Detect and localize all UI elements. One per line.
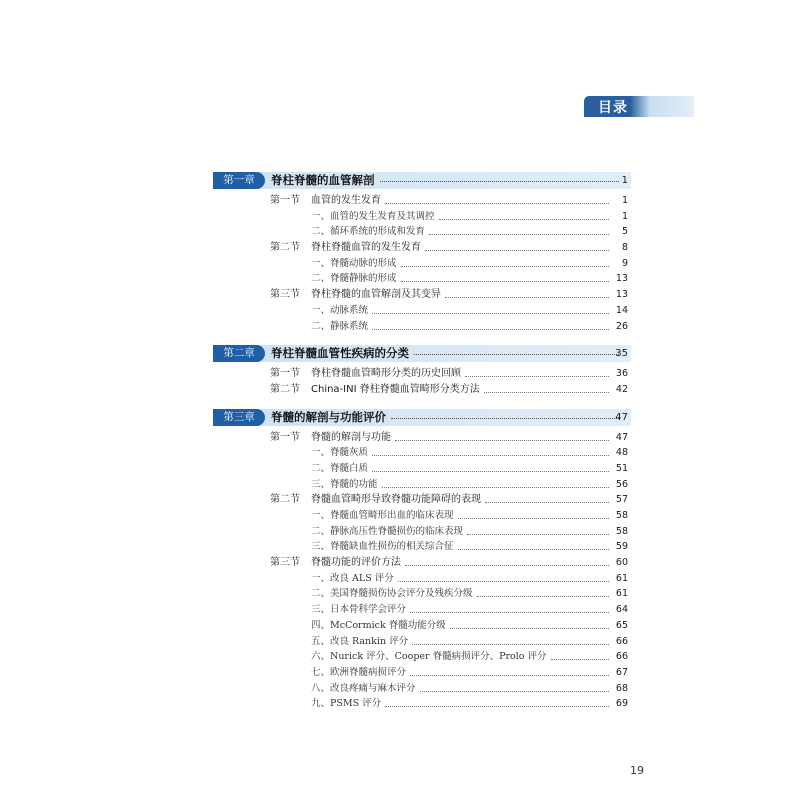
chapter-badge: 第一章 <box>213 172 265 189</box>
leader-dots <box>410 675 609 676</box>
subsection-entry[interactable] <box>213 665 631 681</box>
entry-title: 一、脊髓灰质 <box>311 445 371 461</box>
chapter-title: 脊柱脊髓的血管解剖 <box>271 173 375 187</box>
entry-page: 66 <box>615 651 628 663</box>
leader-dots <box>398 581 609 582</box>
subsection-entry[interactable] <box>213 508 631 524</box>
chapter-heading[interactable] <box>213 345 631 362</box>
leader-dots <box>484 392 609 393</box>
entry-page: 5 <box>621 226 628 238</box>
entry-page: 13 <box>615 289 628 301</box>
entry-page: 58 <box>615 510 628 521</box>
subsection-entry[interactable] <box>213 681 631 697</box>
section-entry[interactable] <box>213 555 631 571</box>
subsection-entry[interactable] <box>213 224 631 240</box>
entry-title: 脊柱脊髓的血管解剖及其变异 <box>311 287 444 303</box>
leader-dots <box>372 329 609 330</box>
leader-dots <box>445 297 609 298</box>
entry-title: 八、改良疼痛与麻木评分 <box>311 681 419 697</box>
chapter-heading[interactable] <box>213 409 631 426</box>
entry-page: 59 <box>615 541 628 553</box>
subsection-entry[interactable] <box>213 477 631 493</box>
subsection-entry[interactable] <box>213 539 631 555</box>
toc-header-tab <box>584 96 694 117</box>
leader-dots <box>401 266 609 267</box>
subsection-entry[interactable] <box>213 303 631 319</box>
entry-page: 61 <box>615 588 628 600</box>
leader-dots <box>372 471 609 472</box>
leader-dots <box>429 234 609 235</box>
entry-title: 二、静脉系统 <box>311 319 371 335</box>
subsection-entry[interactable] <box>213 602 631 618</box>
entry-page: 56 <box>615 478 628 490</box>
subsection-entry[interactable] <box>213 649 631 665</box>
section-entry[interactable] <box>213 240 631 256</box>
entry-page: 61 <box>615 572 628 584</box>
entry-title: 一、脊髓动脉的形成 <box>311 256 400 272</box>
entry-title: 六、Nurick 评分、Cooper 脊髓病损评分、Prolo 评分 <box>311 649 550 665</box>
leader-dots <box>467 534 609 535</box>
table-of-contents <box>213 172 631 712</box>
entry-title: 脊髓血管畸形导致脊髓功能障碍的表现 <box>311 492 484 508</box>
subsection-entry[interactable] <box>213 586 631 602</box>
entry-title: 五、改良 Rankin 评分 <box>311 634 411 650</box>
entry-title: 四、McCormick 脊髓功能分级 <box>311 618 449 634</box>
subsection-entry[interactable] <box>213 461 631 477</box>
leader-dots <box>458 518 609 519</box>
entry-page: 14 <box>615 304 628 316</box>
chapter-page: 47 <box>615 411 628 423</box>
subsection-entry[interactable] <box>213 618 631 634</box>
entry-page: 47 <box>615 431 628 443</box>
entry-title: 九、PSMS 评分 <box>311 696 384 712</box>
subsection-entry[interactable] <box>213 319 631 335</box>
entry-title: 血管的发生发育 <box>311 193 384 209</box>
leader-dots <box>458 549 609 550</box>
entry-page: 9 <box>621 257 628 269</box>
entry-title: 三、日本骨科学会评分 <box>311 602 409 618</box>
entry-page: 57 <box>615 494 628 506</box>
entry-title: 三、脊髓的功能 <box>311 477 381 493</box>
entry-title: 脊柱脊髓血管的发生发育 <box>311 240 424 256</box>
section-number: 第一节 <box>270 195 300 206</box>
leader-dots <box>410 612 609 613</box>
leader-dots <box>372 455 609 456</box>
entry-title: 二、脊髓白质 <box>311 461 371 477</box>
chapter-page: 1 <box>621 175 628 186</box>
entry-page: 26 <box>615 320 628 332</box>
chapter-leader-dots <box>391 418 619 419</box>
chapter-badge: 第三章 <box>213 409 265 426</box>
entry-page: 36 <box>615 368 628 380</box>
entry-page: 69 <box>615 698 628 710</box>
leader-dots <box>385 706 609 707</box>
section-entry[interactable] <box>213 193 631 209</box>
chapter-leader-dots <box>414 354 619 355</box>
entry-page: 1 <box>621 195 628 206</box>
subsection-entry[interactable] <box>213 209 631 225</box>
leader-dots <box>465 376 609 377</box>
entry-title: 七、欧洲脊髓病损评分 <box>311 665 409 681</box>
page-number: 19 <box>630 764 644 777</box>
section-number: 第二节 <box>270 383 300 395</box>
entry-page: 68 <box>615 682 628 694</box>
entry-title: 脊柱脊髓血管畸形分类的历史回顾 <box>311 366 464 382</box>
entry-page: 60 <box>615 557 628 569</box>
section-number: 第一节 <box>270 431 300 443</box>
entry-title: 二、美国脊髓损伤协会评分及残疾分级 <box>311 586 476 602</box>
entry-title: 一、脊髓血管畸形出血的临床表现 <box>311 508 457 524</box>
entry-title: China-INI 脊柱脊髓血管畸形分类方法 <box>311 382 483 398</box>
chapter-leader-dots <box>380 181 619 182</box>
entry-page: 1 <box>621 210 628 222</box>
toc-title: 目录 <box>598 100 628 116</box>
entry-title: 脊髓的解剖与功能 <box>311 430 394 446</box>
entry-page: 8 <box>621 242 628 254</box>
leader-dots <box>385 203 609 204</box>
section-entry[interactable] <box>213 287 631 303</box>
chapter-page: 35 <box>615 348 628 360</box>
section-number: 第一节 <box>270 368 300 380</box>
entry-page: 64 <box>615 604 628 616</box>
section-entry[interactable] <box>213 492 631 508</box>
entry-page: 67 <box>615 666 628 678</box>
entry-page: 66 <box>615 635 628 647</box>
leader-dots <box>551 659 609 660</box>
entry-page: 48 <box>615 447 628 459</box>
section-number: 第三节 <box>270 557 300 569</box>
entry-title: 二、循环系统的形成和发育 <box>311 224 428 240</box>
leader-dots <box>382 487 609 488</box>
subsection-entry[interactable] <box>213 445 631 461</box>
chapter-title: 脊柱脊髓血管性疾病的分类 <box>271 346 409 361</box>
leader-dots <box>425 250 609 251</box>
entry-title: 三、脊髓缺血性损伤的相关综合征 <box>311 539 457 555</box>
leader-dots <box>485 502 609 503</box>
chapter-gap <box>213 334 631 345</box>
section-entry[interactable] <box>213 366 631 382</box>
chapter-title: 脊髓的解剖与功能评价 <box>271 409 386 424</box>
entry-page: 58 <box>615 525 628 537</box>
entry-title: 脊髓功能的评价方法 <box>311 555 404 571</box>
leader-dots <box>395 440 609 441</box>
leader-dots <box>450 628 609 629</box>
section-entry[interactable] <box>213 382 631 398</box>
leader-dots <box>401 281 609 282</box>
leader-dots <box>420 691 609 692</box>
subsection-entry[interactable] <box>213 271 631 287</box>
leader-dots <box>477 596 609 597</box>
subsection-entry[interactable] <box>213 256 631 272</box>
subsection-entry[interactable] <box>213 524 631 540</box>
entry-title: 二、脊髓静脉的形成 <box>311 271 400 287</box>
entry-page: 42 <box>615 383 628 395</box>
leader-dots <box>439 219 609 220</box>
leader-dots <box>372 313 609 314</box>
subsection-entry[interactable] <box>213 634 631 650</box>
section-number: 第三节 <box>270 289 300 301</box>
entry-title: 一、血管的发生发育及其调控 <box>311 209 438 225</box>
leader-dots <box>412 644 609 645</box>
leader-dots <box>405 565 609 566</box>
entry-page: 51 <box>615 462 628 474</box>
entry-title: 一、动脉系统 <box>311 303 371 319</box>
subsection-entry[interactable] <box>213 571 631 587</box>
entry-page: 13 <box>615 273 628 285</box>
section-entry[interactable] <box>213 430 631 446</box>
chapter-gap <box>213 398 631 409</box>
subsection-entry[interactable] <box>213 696 631 712</box>
section-number: 第二节 <box>270 242 300 254</box>
entry-title: 二、静脉高压性脊髓损伤的临床表现 <box>311 524 466 540</box>
entry-title: 一、改良 ALS 评分 <box>311 571 397 587</box>
entry-page: 65 <box>615 619 628 631</box>
chapter-badge: 第二章 <box>213 345 265 362</box>
chapter-heading[interactable] <box>213 172 631 189</box>
section-number: 第二节 <box>270 494 300 506</box>
